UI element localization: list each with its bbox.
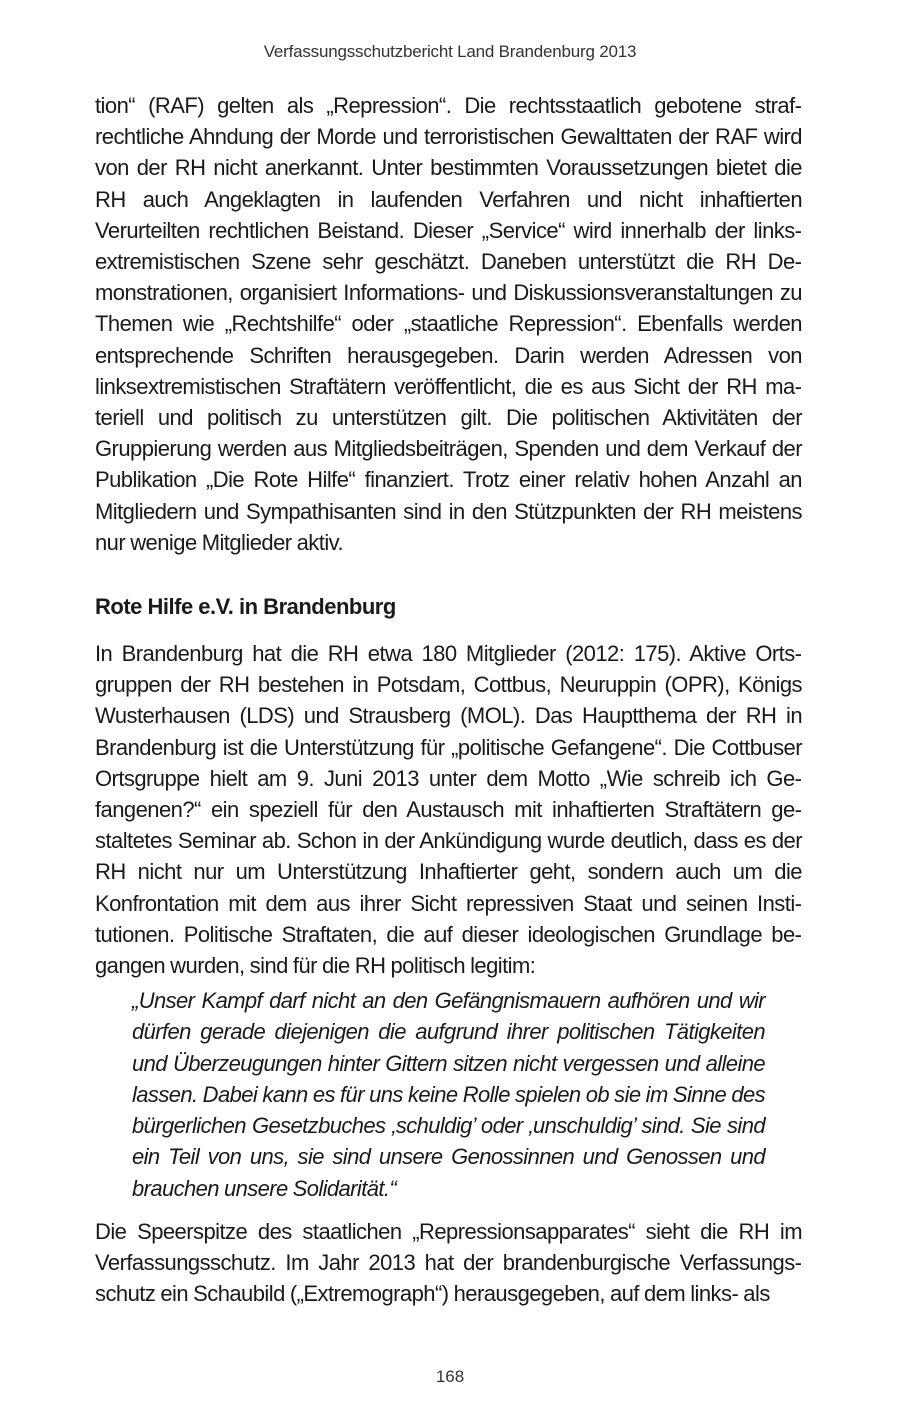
section-heading: Rote Hilfe e.V. in Brandenburg: [95, 594, 396, 620]
page-number: 168: [435, 1367, 465, 1386]
body-paragraph: Die Speerspitze des staatlichen „Repressionsapparates“ sieht die RH im Verfassungsschutz. Im Jahr 2013 hat der brandenburgische Verfassungsschutz ein Schaubild („Extremograph“) herausgegeben, auf dem links- als: [95, 1218, 802, 1307]
body-paragraph: In Brandenburg hat die RH etwa 180 Mitglieder (2012: 175). Aktive Ortsgruppen der RH bestehen in Potsdam, Cottbus, Neuruppin (OPR), Königs Wusterhausen (LDS) und Strausberg (MOL). Das Hauptthema der RH in Brandenburg ist die Unterstützung für „politische Gefangene“. Die Cottbuser Ortsgruppe hielt am 9. Juni 2013 unter dem Motto „Wie schreib ich Gefangenen?“ ein speziell für den Austausch mit inhaftierten Straftätern gestaltetes Seminar ab. Schon in der Ankündigung wurde deutlich, dass es der RH nicht nur um Unterstützung Inhaftierter geht, sondern auch um die Konfrontation mit dem aus ihrer Sicht repressiven Staat und seinen Institutionen. Politische Straftaten, die auf dieser ideologischen Grundlage begangen wurden, sind für die RH politisch legitim:: [95, 641, 802, 979]
page-content: [95, 90, 802, 1309]
block-quote: „Unser Kampf darf nicht an den Gefängnismauern aufhören und wir dürfen gerade diejenigen die aufgrund ihrer politischen Tätigkeiten und Überzeugungen hinter Gittern sitzen nicht vergessen und alleine lassen. Dabei kann es für uns keine Rolle spielen ob sie im Sinne des bürgerlichen Gesetzbuches ‚schuldig’ oder ‚unschuldig’ sind. Sie sind ein Teil von uns, sie sind unsere Genossinnen und Genossen und brauchen unsere Solidarität.“: [132, 988, 765, 1201]
running-header: Verfassungsschutzbericht Land Brandenburg 2013: [263, 42, 637, 61]
body-paragraph: tion“ (RAF) gelten als „Repression“. Die rechtsstaatlich gebotene strafrechtliche Ahndung der Morde und terroristischen Gewalttaten der RAF wird von der RH nicht anerkannt. Unter bestimmten Voraussetzungen bietet die RH auch Angeklagten in laufenden Verfahren und nicht inhaftierten Verurteilten rechtlichen Beistand. Dieser „Service“ wird innerhalb der linksextremistischen Szene sehr geschätzt. Daneben unterstützt die RH Demonstrationen, organisiert Informations- und Diskussionsveranstaltungen zu Themen wie „Rechtshilfe“ oder „staatliche Repression“. Ebenfalls werden entsprechende Schriften herausgegeben. Darin werden Adressen von linksextremistischen Straftätern veröffentlicht, die es aus Sicht der RH materiell und politisch zu unterstützen gilt. Die politischen Aktivitäten der Gruppierung werden aus Mitgliedsbeiträgen, Spenden und dem Verkauf der Publikation „Die Rote Hilfe“ finanziert. Trotz einer relativ hohen Anzahl an Mitgliedern und Sympathisanten sind in den Stützpunkten der RH meistens nur wenige Mitglieder aktiv.: [95, 93, 802, 555]
